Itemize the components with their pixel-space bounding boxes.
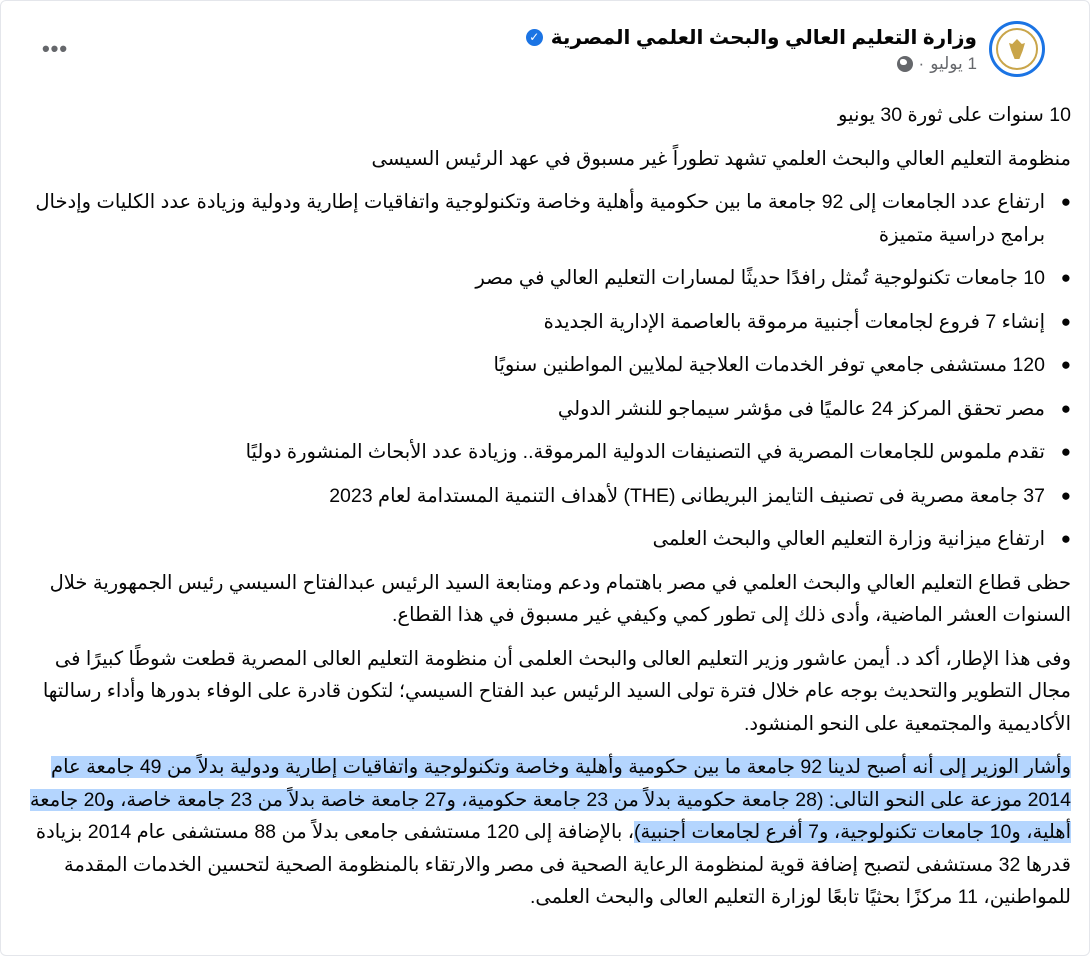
bullet-icon: ●	[1060, 311, 1071, 331]
bullet-item: ● ارتفاع ميزانية وزارة التعليم العالي والبحث العلمى	[16, 523, 1071, 556]
more-options-button[interactable]: •••	[41, 36, 69, 61]
post-header	[526, 18, 1045, 80]
post-body	[16, 99, 1071, 925]
paragraph-1: حظى قطاع التعليم العالي والبحث العلمي في مصر باهتمام ودعم ومتابعة السيد الرئيس عبدالفتاح السيسي رئيس الجمهورية خلال السنوات العشر الماضية، وأدى ذلك إلى تطور كمي وكيفي غير مسبوق في هذا القطاع.	[49, 571, 1071, 626]
avatar[interactable]	[989, 21, 1045, 77]
eagle-emblem-icon	[1009, 39, 1025, 59]
globe-icon	[897, 56, 913, 72]
post-title: 10 سنوات على ثورة 30 يونيو	[838, 104, 1071, 126]
selected-text[interactable]: وأشار الوزير إلى أنه أصبح لدينا 92 جامعة ما بين حكومية وأهلية وخاصة وتكنولوجية واتفاقيات إطارية ودولية بدلاً من 49 جامعة عام 2014 موزعة على النحو التالى: (28 جامعة حكومية بدلاً من 23 جامعة حكومية، و27 جامعة خاصة بدلاً من 23 جامعة خاصة، و20 جامعة أهلية، و10 جامعات تكنولوجية، و7 أفرع لجامعات أجنبية)	[29, 756, 1071, 843]
bullet-icon: ●	[1060, 355, 1071, 374]
bullet-icon: ●	[1060, 268, 1071, 287]
bullet-icon: ●	[1060, 529, 1071, 548]
author-name[interactable]: وزارة التعليم العالي والبحث العلمي المصرية	[550, 26, 977, 49]
bullet-item: ● مصر تحقق المركز 24 عالميًا فى مؤشر سيماجو للنشر الدولي	[16, 393, 1071, 426]
post-intro: منظومة التعليم العالي والبحث العلمي تشهد تطوراً غير مسبوق في عهد الرئيس السيسى	[371, 147, 1071, 170]
separator: ·	[918, 53, 925, 73]
bullet-item: ● ارتفاع عدد الجامعات إلى 92 جامعة ما بين حكومية وأهلية وخاصة وتكنولوجية واتفاقيات إطارية ودولية وزيادة عدد الكليات وإدخال برامج دراسية متميزة	[16, 186, 1071, 251]
post-meta	[526, 25, 977, 74]
bullet-item: ● 10 جامعات تكنولوجية تُمثل رافدًا حديثًا لمسارات التعليم العالي في مصر	[16, 262, 1071, 295]
bullet-icon: ●	[1060, 485, 1071, 505]
paragraph-3-rest: ، بالإضافة إلى 120 مستشفى جامعى بدلاً من 88 مستشفى عام 2014 بزيادة قدرها 32 مستشفى لتصبح إضافة قوية لمنظومة الرعاية الصحية فى مصر والارتقاء بالمنظومة الصحية لتحسين الخدمات المقدمة للمواطنين، 11 مركزًا بحثيًا تابعًا لوزارة التعليم العالى والبحث العلمى.	[35, 821, 1071, 908]
verified-badge-icon: ✓	[526, 29, 543, 46]
bullet-item: ● تقدم ملموس للجامعات المصرية في التصنيفات الدولية المرموقة.. وزيادة عدد الأبحاث المنشورة دوليًا	[16, 436, 1071, 469]
ministry-logo	[996, 28, 1038, 70]
bullet-icon: ●	[1060, 398, 1071, 418]
bullet-item: ● إنشاء 7 فروع لجامعات أجنبية مرموقة بالعاصمة الإدارية الجديدة	[16, 306, 1071, 339]
paragraph-2: وفى هذا الإطار، أكد د. أيمن عاشور وزير التعليم العالى والبحث العلمى أن منظومة التعليم العالى المصرية قطعت شوطًا كبيرًا فى مجال التطوير والتحديث بوجه عام خلال فترة تولى السيد الرئيس عبد الفتاح السيسي؛ لتكون قادرة على الوفاء بدورها وأداء رسالتها الأكاديمية والمجتمعية على النحو المنشود.	[42, 647, 1071, 735]
bullet-icon: ●	[1060, 192, 1071, 211]
bullet-icon: ●	[1060, 442, 1071, 461]
bullet-item: ● 120 مستشفى جامعي توفر الخدمات العلاجية لملايين المواطنين سنويًا	[16, 349, 1071, 382]
post-date[interactable]: 1 يوليو	[930, 53, 977, 73]
bullet-item: ● 37 جامعة مصرية فى تصنيف التايمز البريطانى (THE) لأهداف التنمية المستدامة لعام 2023	[16, 480, 1071, 513]
paragraph-3	[16, 751, 1071, 914]
